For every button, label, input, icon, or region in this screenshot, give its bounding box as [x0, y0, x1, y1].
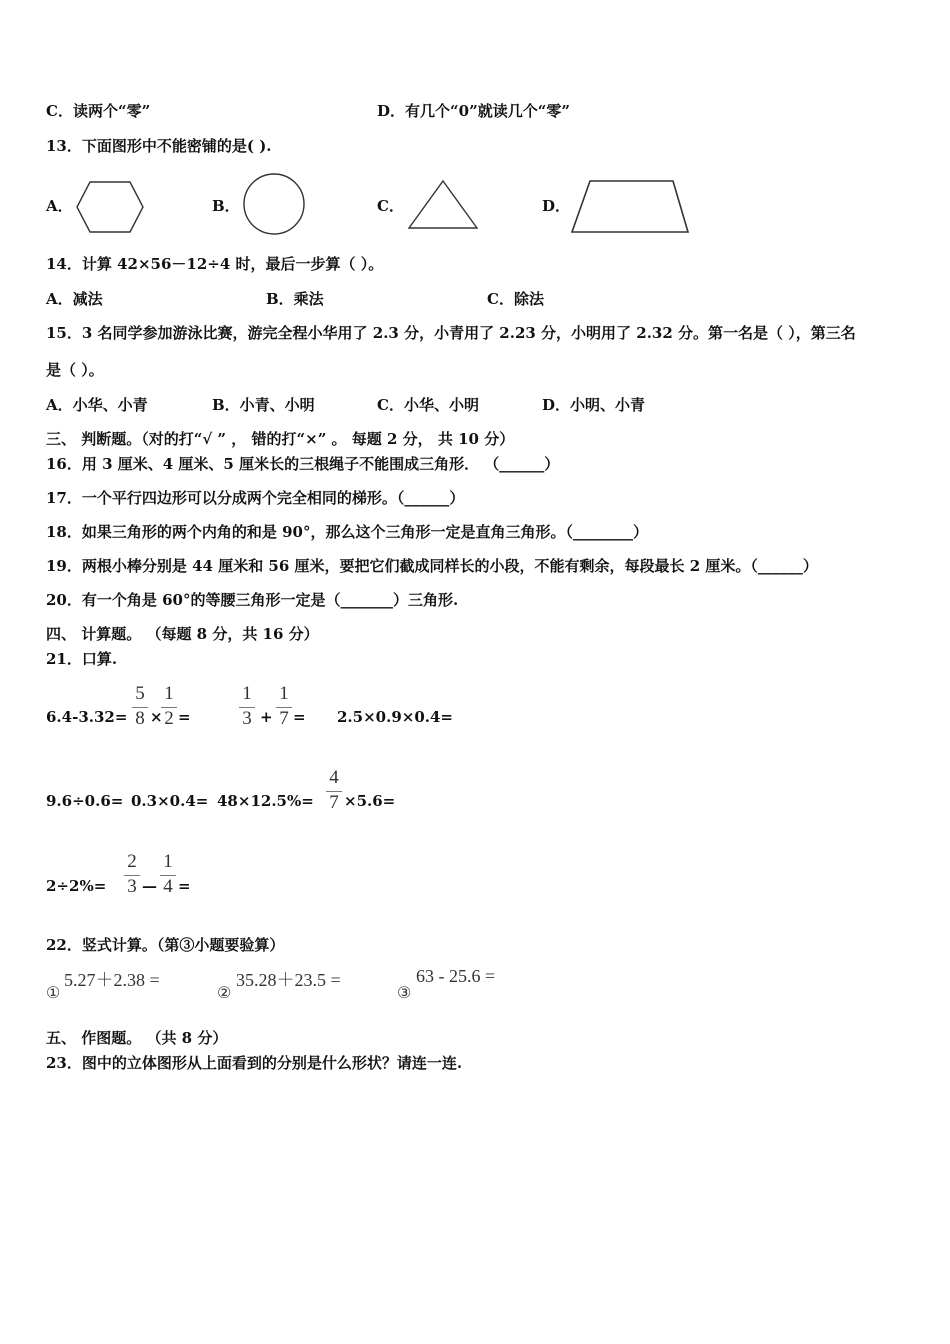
equals-sign: =	[178, 708, 191, 726]
q14-option-a: A．减法	[46, 290, 103, 308]
times-sign: ×	[150, 708, 163, 726]
section5-title: 五、 作图题。 （共 8 分）	[46, 1029, 228, 1047]
q13-stem: 13．下面图形中不能密铺的是( ).	[46, 137, 272, 155]
fraction-1-7: 1 7	[276, 684, 292, 731]
calc-6.4-minus-3.32: 6.4-3.32=	[46, 708, 128, 726]
q19: 19．两根小棒分别是 44 厘米和 56 厘米，要把它们截成同样长的小段，不能有剩余，每段最长 2 厘米。（______）	[46, 557, 818, 575]
section4-title: 四、 计算题。 （每题 8 分，共 16 分）	[46, 625, 319, 643]
q23: 23．图中的立体图形从上面看到的分别是什么形状？请连一连.	[46, 1054, 463, 1072]
vertical-calc-3: 63 - 25.6 =	[416, 966, 496, 986]
fraction-1-2: 1 2	[161, 684, 177, 731]
trapezoid-figure	[568, 176, 692, 238]
circle-figure	[241, 171, 307, 237]
q13-label-c: C．	[377, 197, 404, 215]
fraction-5-8: 5 8	[132, 684, 148, 731]
q15-option-d: D．小明、小青	[542, 396, 646, 414]
calc-9.6-div-0.6: 9.6÷0.6=	[46, 792, 124, 810]
q21-stem: 21．口算.	[46, 650, 118, 668]
calc-48x12.5pct: 48×12.5%=	[217, 792, 314, 810]
equals-sign: =	[293, 708, 306, 726]
q22-stem: 22．竖式计算。（第③小题要验算）	[46, 936, 285, 954]
q16: 16．用 3 厘米、4 厘米、5 厘米长的三根绳子不能围成三角形． （______）	[46, 455, 560, 473]
q14-option-b: B．乘法	[266, 290, 324, 308]
q12-option-c: C．读两个“零”	[46, 102, 151, 120]
q13-label-b: B．	[212, 197, 240, 215]
circled-number-2: ②	[217, 983, 232, 1002]
q18: 18．如果三角形的两个内角的和是 90°，那么这个三角形一定是直角三角形。（________）	[46, 523, 648, 541]
q13-label-a: A．	[46, 197, 73, 215]
q14-option-c: C．除法	[487, 290, 544, 308]
fraction-2-3: 2 3	[124, 852, 140, 899]
plus-sign: +	[260, 708, 273, 726]
fraction-1-3: 1 3	[239, 684, 255, 731]
circled-number-3: ③	[397, 983, 412, 1002]
q15-option-c: C．小华、小明	[377, 396, 479, 414]
calc-times-5.6: ×5.6=	[344, 792, 396, 810]
circled-number-1: ①	[46, 983, 61, 1002]
q15-stem-line1: 15．3 名同学参加游泳比赛，游完全程小华用了 2.3 分，小青用了 2.23 分，小明用了 2.32 分。第一名是（ ），第三名	[46, 324, 856, 342]
q13-label-d: D．	[542, 197, 571, 215]
q12-option-d: D．有几个“0”就读几个“零”	[377, 102, 570, 120]
q14-stem: 14．计算 42×56－12÷4 时，最后一步算（ ）。	[46, 255, 384, 273]
q15-option-a: A．小华、小青	[46, 396, 148, 414]
equals-sign: =	[178, 877, 191, 895]
vertical-calc-2: 35.28＋23.5 =	[236, 970, 341, 990]
triangle-figure	[406, 178, 480, 232]
hexagon-figure	[74, 180, 146, 234]
calc-2-div-2pct: 2÷2%=	[46, 877, 107, 895]
q17: 17．一个平行四边形可以分成两个完全相同的梯形。（______）	[46, 489, 465, 507]
fraction-1-4: 1 4	[160, 852, 176, 899]
fraction-4-7: 4 7	[326, 768, 342, 815]
calc-2.5x0.9x0.4: 2.5×0.9×0.4=	[337, 708, 453, 726]
q15-option-b: B．小青、小明	[212, 396, 315, 414]
calc-0.3x0.4: 0.3×0.4=	[131, 792, 209, 810]
minus-sign: —	[142, 877, 157, 895]
q20: 20．有一个角是 60°的等腰三角形一定是（_______）三角形.	[46, 591, 459, 609]
vertical-calc-1: 5.27＋2.38 =	[64, 970, 160, 990]
section3-title: 三、 判断题。（对的打“√ ” ， 错的打“×” 。 每题 2 分， 共 10 分）	[46, 430, 515, 448]
q15-stem-line2: 是（ ）。	[46, 361, 104, 379]
